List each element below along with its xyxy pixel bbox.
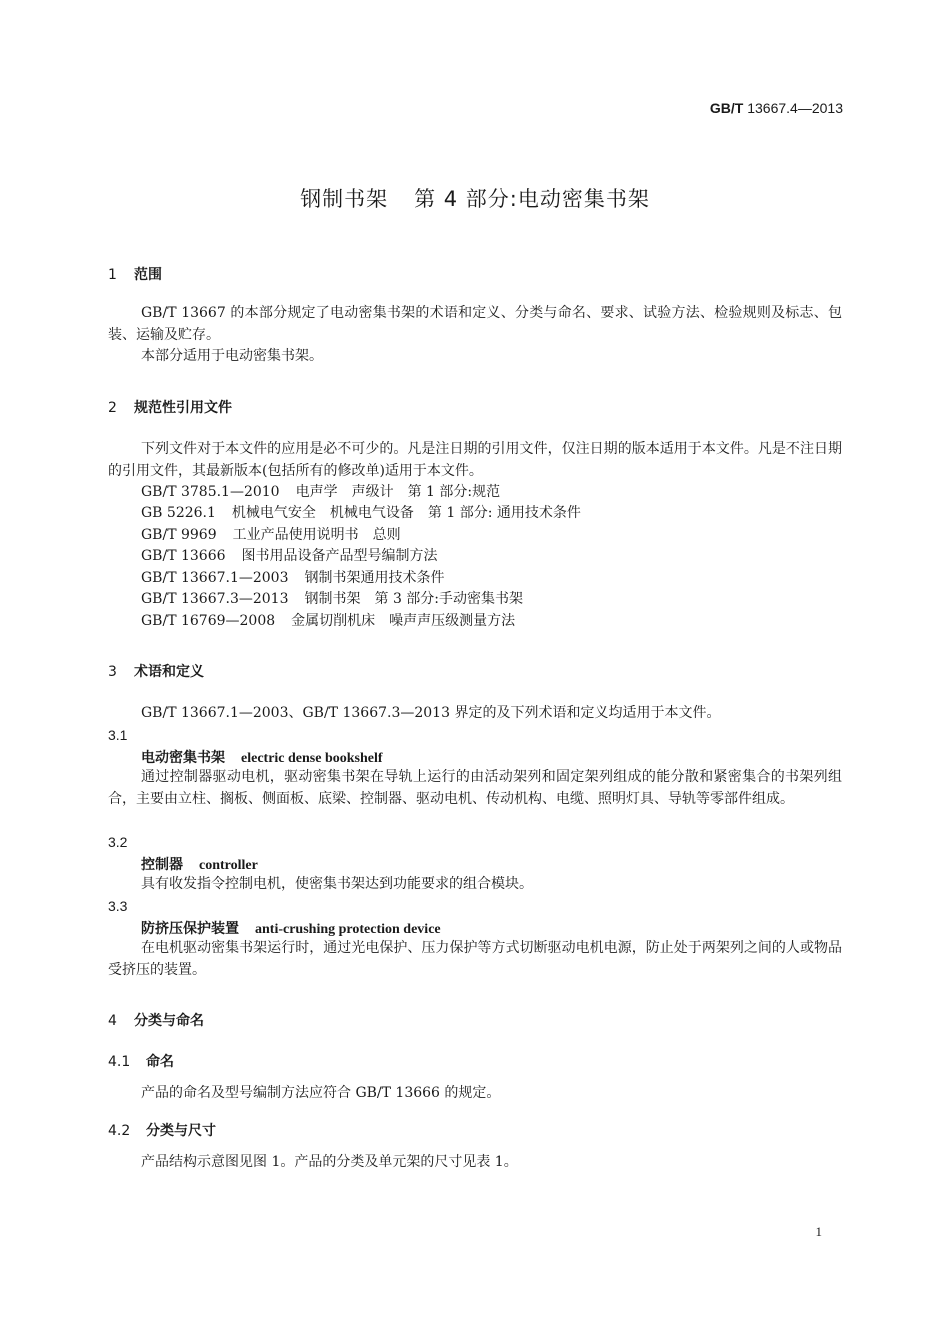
section3-intro: GB/T 13667.1—2003、GB/T 13667.3—2013 界定的及下列术语和定义均适用于本文件。 bbox=[141, 705, 721, 721]
term-definition: 具有收发指令控制电机，使密集书架达到功能要求的组合模块。 bbox=[141, 876, 533, 892]
section-heading-1: 1 范围 bbox=[108, 267, 162, 283]
subsection-4-2-text: 产品结构示意图见图 1。产品的分类及单元架的尺寸见表 1。 bbox=[141, 1154, 518, 1170]
section2-intro: 下列文件对于本文件的应用是必不可少的。凡是注日期的引用文件，仅注日期的版本适用于本文件。凡是不注日期的引用文件，其最新版本(包括所有的修改单)适用于本文件。 bbox=[108, 441, 842, 479]
term-definition: 通过控制器驱动电机，驱动密集书架在导轨上运行的由活动架列和固定架列组成的能分散和紧密集合的书架列组合，主要由立柱、搁板、侧面板、底梁、控制器、驱动电机、传动机构、电缆、照明灯具、导轨等零部件组成。 bbox=[108, 769, 842, 807]
term-entry: 防挤压保护装置 anti-crushing protection device bbox=[141, 921, 441, 937]
section-heading-3: 3 术语和定义 bbox=[108, 664, 204, 680]
reference-item: GB/T 16769—2008 金属切削机床 噪声声压级测量方法 bbox=[141, 613, 516, 629]
reference-item: GB/T 3785.1—2010 电声学 声级计 第 1 部分:规范 bbox=[141, 484, 501, 500]
subsection-heading-4-2: 4.2 分类与尺寸 bbox=[108, 1123, 216, 1139]
subsection-4-1-text: 产品的命名及型号编制方法应符合 GB/T 13666 的规定。 bbox=[141, 1085, 501, 1101]
reference-item: GB 5226.1 机械电气安全 机械电气设备 第 1 部分: 通用技术条件 bbox=[141, 505, 581, 521]
title-part2: 第 4 部分:电动密集书架 bbox=[414, 187, 650, 211]
section-heading-4: 4 分类与命名 bbox=[108, 1013, 204, 1029]
section-heading-2: 2 规范性引用文件 bbox=[108, 400, 232, 416]
reference-item: GB/T 13667.3—2013 钢制书架 第 3 部分:手动密集书架 bbox=[141, 591, 524, 607]
subsection-heading-4-1: 4.1 命名 bbox=[108, 1054, 174, 1070]
reference-item: GB/T 13666 图书用品设备产品型号编制方法 bbox=[141, 548, 438, 564]
standard-prefix: GB/T bbox=[709, 100, 744, 116]
title-part1: 钢制书架 bbox=[300, 187, 389, 211]
section1-paragraph: GB/T 13667 的本部分规定了电动密集书架的术语和定义、分类与命名、要求、试验方法、检验规则及标志、包装、运输及贮存。 bbox=[108, 305, 842, 343]
term-number: 3.2 bbox=[108, 834, 128, 850]
reference-item: GB/T 9969 工业产品使用说明书 总则 bbox=[141, 527, 401, 543]
page-number: 1 bbox=[815, 1224, 822, 1239]
term-number: 3.1 bbox=[108, 727, 128, 743]
term-definition: 在电机驱动密集书架运行时，通过光电保护、压力保护等方式切断驱动电机电源，防止处于两架列之间的人或物品受挤压的装置。 bbox=[108, 940, 842, 978]
standard-code bbox=[710, 100, 843, 116]
term-entry: 电动密集书架 electric dense bookshelf bbox=[141, 750, 383, 766]
term-number: 3.3 bbox=[108, 898, 128, 914]
term-entry: 控制器 controller bbox=[141, 857, 258, 873]
page-title bbox=[0, 183, 950, 213]
standard-number: 13667.4—2013 bbox=[747, 100, 843, 116]
section1-paragraph: 本部分适用于电动密集书架。 bbox=[141, 348, 323, 364]
reference-item: GB/T 13667.1—2003 钢制书架通用技术条件 bbox=[141, 570, 445, 586]
